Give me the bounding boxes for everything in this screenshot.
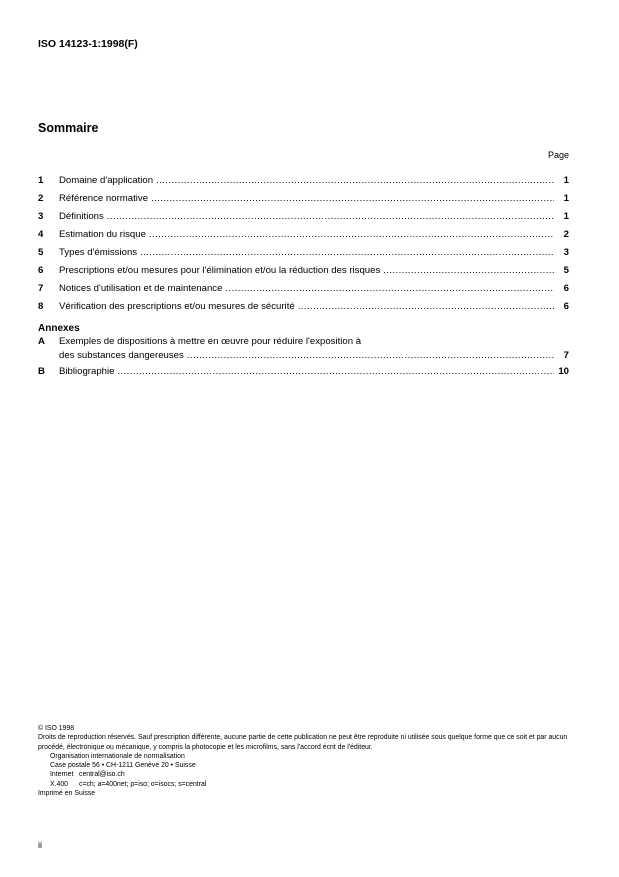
x400-contact — [38, 780, 578, 789]
annex-page: 10 — [558, 366, 569, 377]
toc-label: Domaine d'application — [59, 175, 154, 186]
toc-label: Estimation du risque — [59, 229, 146, 240]
toc-page: 6 — [563, 283, 569, 294]
page-column-label: Page — [547, 150, 569, 160]
toc-leader — [298, 298, 554, 316]
toc-number: 7 — [38, 283, 44, 294]
toc-entry[interactable] — [38, 262, 569, 280]
toc-number: 1 — [38, 175, 44, 186]
toc-entry[interactable] — [38, 298, 569, 316]
postal-address: Case postale 56 • CH-1211 Genève 20 • Suisse — [50, 762, 196, 770]
annex-entry[interactable] — [38, 335, 569, 363]
toc-page: 1 — [563, 175, 569, 186]
toc-label: Prescriptions et/ou mesures pour l'élimination et/ou la réduction des risques — [59, 265, 381, 276]
organisation-name: Organisation internationale de normalisation — [50, 752, 185, 760]
annex-letter: B — [38, 366, 45, 377]
toc-number: 2 — [38, 193, 44, 204]
toc-entry[interactable] — [38, 190, 569, 208]
toc-leader — [107, 208, 554, 226]
copyright-footer — [38, 724, 578, 798]
toc-entry[interactable] — [38, 244, 569, 262]
page-title: Sommaire — [38, 121, 99, 135]
toc-number: 4 — [38, 229, 44, 240]
annex-label: des substances dangereuses — [59, 350, 184, 361]
annex-page: 7 — [563, 350, 569, 361]
annex-letter: A — [38, 336, 45, 347]
internet-email[interactable]: central@iso.ch — [79, 771, 125, 779]
printed-in: Imprimé en Suisse — [38, 790, 96, 798]
toc-label: Notices d'utilisation et de maintenance — [59, 283, 223, 294]
toc-label: Définitions — [59, 211, 104, 222]
toc-leader — [187, 349, 554, 363]
toc-leader — [117, 363, 554, 381]
x400-key: X.400 — [50, 780, 69, 788]
annex-label-line1: Exemples de dispositions à mettre en œuvre pour réduire l'exposition à — [59, 336, 362, 347]
rights-notice: Droits de reproduction réservés. Sauf prescription différente, aucune partie de cette publication ne peut être reproduite ni utilisée sous quelque forme que ce soit et par aucun procédé, électronique ou mécanique, y compris la photocopie et les microfilms, sans l'accord écrit de l'éditeur. — [38, 734, 568, 751]
annex-entry[interactable] — [38, 363, 569, 381]
toc-label: Référence normative — [59, 193, 149, 204]
toc-leader — [156, 172, 554, 190]
internet-key: Internet — [50, 771, 74, 779]
toc-label: Vérification des prescriptions et/ou mesures de sécurité — [59, 301, 295, 312]
annexes-heading: Annexes — [38, 323, 80, 334]
toc-page: 2 — [563, 229, 569, 240]
document-id: ISO 14123-1:1998(F) — [38, 38, 138, 50]
copyright-line: © ISO 1998 — [38, 725, 75, 732]
toc-number: 3 — [38, 211, 44, 222]
toc-entry[interactable] — [38, 172, 569, 190]
toc-entry[interactable] — [38, 208, 569, 226]
toc-label: Types d'émissions — [59, 247, 138, 258]
annex-label: Bibliographie — [59, 366, 115, 377]
page-folio: ii — [38, 840, 42, 850]
toc-leader — [151, 190, 554, 208]
toc-number: 6 — [38, 265, 44, 276]
toc-leader — [225, 280, 554, 298]
internet-contact — [38, 770, 578, 779]
toc-page: 5 — [563, 265, 569, 276]
table-of-contents — [38, 172, 569, 381]
toc-page: 1 — [563, 211, 569, 222]
toc-number: 8 — [38, 301, 44, 312]
toc-page: 3 — [563, 247, 569, 258]
toc-entry[interactable] — [38, 226, 569, 244]
toc-leader — [140, 244, 554, 262]
toc-leader — [149, 226, 554, 244]
toc-entry[interactable] — [38, 280, 569, 298]
toc-leader — [383, 262, 554, 280]
toc-number: 5 — [38, 247, 44, 258]
toc-page: 6 — [563, 301, 569, 312]
x400-address: c=ch; a=400net; p=iso; o=isocs; s=central — [79, 780, 207, 788]
toc-page: 1 — [563, 193, 569, 204]
